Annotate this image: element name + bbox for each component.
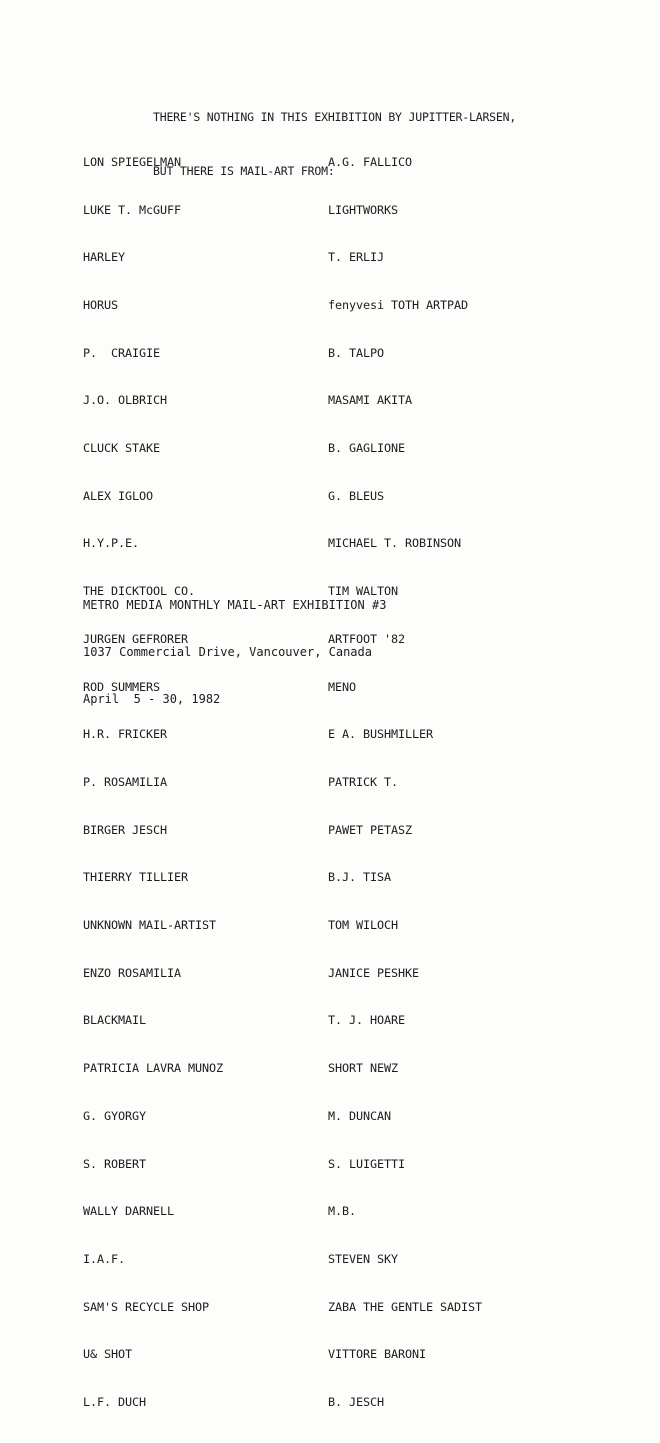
list-item: CLUCK STAKE bbox=[83, 441, 161, 456]
list-item: ZABA THE GENTLE SADIST bbox=[328, 1299, 483, 1314]
list-item: T. J. HOARE bbox=[328, 1013, 406, 1028]
list-item: TIM WALTON bbox=[328, 584, 399, 599]
list-item: TOM WILOCH bbox=[328, 918, 399, 933]
list-item: JURGEN GEFRORER bbox=[83, 631, 189, 646]
list-item: S. ROBERT bbox=[83, 1156, 147, 1171]
list-item: STEVEN SKY bbox=[328, 1251, 399, 1266]
list-item: PATRICIA LAVRA MUNOZ bbox=[83, 1061, 224, 1076]
right-name-column bbox=[328, 123, 482, 1443]
list-item: B. TALPO bbox=[328, 345, 385, 360]
list-item: B. JESCH bbox=[328, 1395, 385, 1410]
heading-line-2: BUT THERE IS MAIL-ART FROM: bbox=[153, 164, 335, 178]
list-item: S. LUIGETTI bbox=[328, 1156, 406, 1171]
list-item: E A. BUSHMILLER bbox=[328, 727, 434, 742]
exhibition-footer bbox=[83, 567, 386, 739]
list-item: M.B. bbox=[328, 1204, 357, 1219]
list-item: THE DICKTOOL CO. bbox=[83, 584, 196, 599]
list-item: VITTORE BARONI bbox=[328, 1347, 427, 1362]
list-item: B. GAGLIONE bbox=[328, 441, 406, 456]
left-name-column bbox=[83, 123, 223, 1443]
list-item: fenyvesi TOTH ARTPAD bbox=[328, 297, 469, 312]
list-item: LUKE T. McGUFF bbox=[83, 202, 182, 217]
list-item: HORUS bbox=[83, 297, 119, 312]
list-item: P. CRAIGIE bbox=[83, 345, 161, 360]
list-item: G. GYORGY bbox=[83, 1108, 147, 1123]
list-item: G. BLEUS bbox=[328, 488, 385, 503]
list-item: LIGHTWORKS bbox=[328, 202, 399, 217]
list-item: B.J. TISA bbox=[328, 870, 392, 885]
list-item: ENZO ROSAMILIA bbox=[83, 965, 182, 980]
list-item: BIRGER JESCH bbox=[83, 822, 168, 837]
heading-line-1: THERE'S NOTHING IN THIS EXHIBITION BY JUPITTER-LARSEN, bbox=[153, 110, 517, 124]
list-item: M. DUNCAN bbox=[328, 1108, 392, 1123]
list-item: A.G. FALLICO bbox=[328, 154, 413, 169]
list-item: T. ERLIJ bbox=[328, 250, 385, 265]
list-item: UNKNOWN MAIL-ARTIST bbox=[83, 918, 217, 933]
list-item: LON SPIEGELMAN bbox=[83, 154, 182, 169]
list-item: PAWET PETASZ bbox=[328, 822, 413, 837]
list-item: MASAMI AKITA bbox=[328, 393, 413, 408]
list-item: MICHAEL T. ROBINSON bbox=[328, 536, 462, 551]
list-item: BLACKMAIL bbox=[83, 1013, 147, 1028]
list-item: U& SHOT bbox=[83, 1347, 133, 1362]
list-item: SHORT NEWZ bbox=[328, 1061, 399, 1076]
list-item: WALLY DARNELL bbox=[83, 1204, 175, 1219]
list-item: ROD SUMMERS bbox=[83, 679, 161, 694]
exhibition-address: 1037 Commercial Drive, Vancouver, Canada bbox=[83, 644, 372, 659]
list-item: I.A.F. bbox=[83, 1251, 126, 1266]
list-item: ARTFOOT '82 bbox=[328, 631, 406, 646]
exhibition-title: METRO MEDIA MONTHLY MAIL-ART EXHIBITION #3 bbox=[83, 598, 387, 613]
exhibition-dates: April 5 - 30, 1982 bbox=[83, 691, 221, 706]
list-item: L.F. DUCH bbox=[83, 1395, 147, 1410]
list-item: H.Y.P.E. bbox=[83, 536, 140, 551]
list-item: P. ROSAMILIA bbox=[83, 774, 168, 789]
list-item: ALEX IGLOO bbox=[83, 488, 154, 503]
list-item: SAM'S RECYCLE SHOP bbox=[83, 1299, 210, 1314]
list-item: JANICE PESHKE bbox=[328, 965, 420, 980]
list-item: THIERRY TILLIER bbox=[83, 870, 189, 885]
list-item: J.O. OLBRICH bbox=[83, 393, 168, 408]
list-item: H.R. FRICKER bbox=[83, 727, 168, 742]
list-item: PATRICK T. bbox=[328, 774, 399, 789]
list-item: HARLEY bbox=[83, 250, 126, 265]
list-item: MENO bbox=[328, 679, 357, 694]
